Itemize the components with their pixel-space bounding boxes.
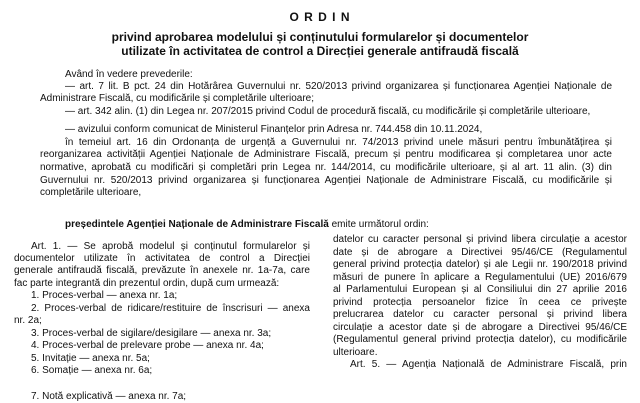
list-item: 2. Proces-verbal de ridicare/restituire de înscrisuri — anexa [31, 303, 310, 314]
article-line: prelucrarea datelor cu caracter personal și privind libera [333, 309, 627, 320]
article-line: generale antifraudă fiscală, prevăzute în anexele nr. 1a-7a, care [14, 265, 310, 276]
article-line: fac parte integrantă din prezentul ordin, după cum urmează: [14, 278, 280, 289]
document-subtitle-line: privind aprobarea modelului și conținutului formularelor și documentelor [111, 30, 529, 44]
document-title: O R D I N [289, 10, 351, 24]
article-line: al Parlamentului European și al Consiliului din 27 aprilie 2016 [333, 284, 627, 295]
preamble-line: Având în vedere prevederile: [65, 69, 193, 80]
article-line: circulație a acestor date și de abrogare a Directivei 95/46/CE [333, 322, 627, 333]
list-item: 3. Proces-verbal de sigilare/desigilare — anexa nr. 3a; [31, 328, 272, 339]
article-line: date și de abrogare a Directivei 95/46/CE (Regulamentul [333, 247, 627, 258]
article-line: documentelor utilizate în activitatea de control a Direcției [14, 253, 310, 264]
preamble-line: normative, aprobată cu modificări și completări prin Legea nr. 144/2014, cu modificările ulterioare, și al art. 11 alin. (3) din [40, 162, 612, 173]
issuer-name: președintele Agenției Naționale de Administrare Fiscală [65, 219, 329, 230]
list-item: 6. Somație — anexa nr. 6a; [31, 365, 153, 376]
document-subtitle-line: utilizate în activitatea de control a Direcției generale antifraudă fiscală [121, 44, 519, 58]
article-line: datelor cu caracter personal și privind libera circulație a acestor [333, 234, 627, 245]
article-line: Art. 1. — Se aprobă modelul și conținutul formularelor și [31, 241, 310, 252]
preamble-line: — avizului conform comunicat de Ministerul Finanțelor prin Adresa nr. 744.458 din 10.11.2024, [65, 124, 483, 135]
issuer-text: emite următorul ordin: [328, 219, 429, 230]
preamble-line: Administrare Fiscală, cu modificările și completările ulterioare; [40, 93, 314, 104]
list-item: 4. Proces-verbal de prelevare probe — anexa nr. 4a; [31, 340, 264, 351]
preamble-line: reorganizarea activității Agenției Naționale de Administrare Fiscală, precum și pentru modificarea și completarea unor acte [40, 149, 612, 160]
article-line: (Regulamentul general privind protecția datelor), cu modificările [333, 334, 627, 345]
article-line: general privind protecția datelor) și ale Legii nr. 190/2018 privind [333, 259, 627, 270]
list-item: nr. 2a; [14, 315, 42, 326]
preamble-line: Guvernului nr. 520/2013 privind organizarea și funcționarea Agenției Naționale de Administrare Fiscală, cu modificările și [40, 175, 612, 186]
list-item: 1. Proces-verbal — anexa nr. 1a; [31, 290, 178, 301]
article-line: privind protecția persoanelor fizice în ceea ce privește [333, 297, 627, 308]
preamble-line: — art. 7 lit. B pct. 24 din Hotărârea Guvernului nr. 520/2013 privind organizarea și funcționarea Agenției Naționale de [65, 81, 612, 92]
list-item: 7. Notă explicativă — anexa nr. 7a; [31, 391, 187, 402]
list-item: 5. Invitație — anexa nr. 5a; [31, 353, 150, 364]
preamble-line: completările ulterioare, [40, 187, 142, 198]
preamble-line: — art. 342 alin. (1) din Legea nr. 207/2015 privind Codul de procedură fiscală, cu modificările și completările ulterioare, [65, 106, 591, 117]
article-line: ulterioare. [333, 347, 378, 358]
article-line: Art. 5. — Agenția Națională de Administrare Fiscală, prin [350, 359, 627, 370]
preamble-line: în temeiul art. 16 din Ordonanța de urgență a Guvernului nr. 74/2013 privind unele măsuri pentru îmbunătățirea și [65, 137, 612, 148]
article-line: măsuri de punere în aplicare a Regulamentului (UE) 2016/679 [333, 272, 627, 283]
issuer-line [65, 219, 429, 231]
